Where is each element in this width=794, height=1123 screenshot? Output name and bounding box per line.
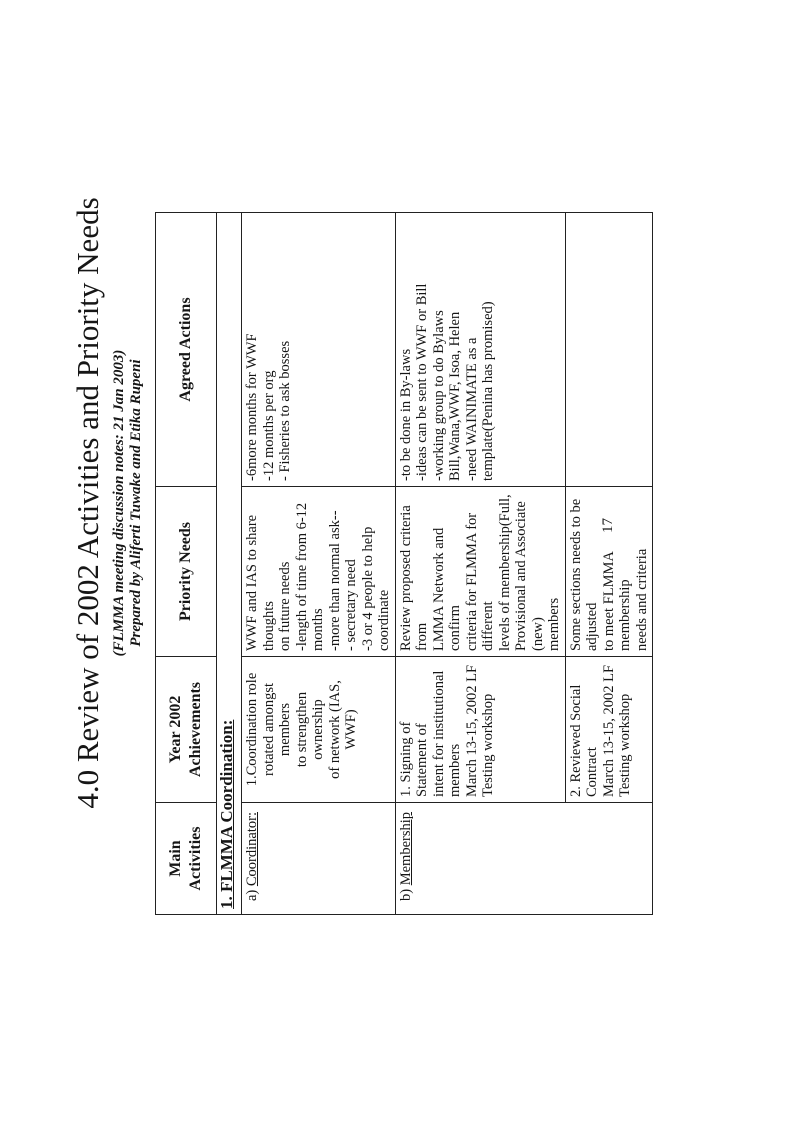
achievement-cell <box>565 657 653 803</box>
achievement-line: to strengthen ownership <box>293 691 326 768</box>
table-row <box>395 213 565 915</box>
section-row <box>217 213 242 915</box>
priority-line: Provisional and Associate (new) <box>513 501 546 651</box>
agreed-line: -to be done in By-laws <box>397 348 414 481</box>
achievement-line: 1. Signing of Statement of <box>397 721 430 797</box>
priority-line: on future needs <box>277 561 293 651</box>
achievement-line: rotated amongst members <box>260 682 293 777</box>
activity-coordinator <box>244 808 261 909</box>
page-title: 4.0 Review of 2002 Activities and Priority Needs <box>70 197 105 809</box>
achievement-line: members <box>447 743 463 797</box>
achievement-cell <box>395 657 565 803</box>
achievement-line: of network (IAS, WWF) <box>326 680 359 779</box>
agreed-cell <box>565 213 653 487</box>
agreed-line: -working group to do Bylaws <box>430 310 447 481</box>
achievement-cell <box>242 657 396 803</box>
agreed-line: template(Penina has promised) <box>480 301 496 481</box>
priority-cell <box>565 487 653 657</box>
agreed-cell <box>242 213 396 487</box>
priority-cell <box>242 487 396 657</box>
agreed-line: -6more months for WWF <box>244 333 260 481</box>
priority-line: - secretary need <box>343 559 359 651</box>
priority-line: criteria for FLMMA for different <box>463 512 496 651</box>
achievement-line: 2. Reviewed Social Contract <box>567 684 600 797</box>
achievement-line: intent for institutional <box>430 670 447 797</box>
review-table <box>155 212 653 915</box>
priority-line: -3 or 4 people to help coordinate <box>359 526 392 651</box>
agreed-line: - Fisheries to ask bosses <box>277 340 293 481</box>
agreed-line: -ideas can be sent to WWF or Bill <box>414 283 430 481</box>
activity-cell <box>395 803 653 915</box>
agreed-cell <box>395 213 565 487</box>
agreed-line: -need WAINIMATE as a <box>463 337 480 481</box>
priority-line: LMMA Network and confirm <box>430 527 463 651</box>
achievement-line: March 13-15, 2002 LF <box>463 664 480 797</box>
table-row <box>242 213 396 915</box>
achievement-line: March 13-15, 2002 LF <box>600 664 617 797</box>
subtitle-meeting-notes: (FLMMA meeting discussion notes: 21 Jan 2003) <box>111 349 127 657</box>
activity-cell <box>242 803 396 915</box>
priority-line: -more than normal ask-- <box>326 510 343 651</box>
section-heading <box>217 213 242 915</box>
agreed-line: Bill,Wana,WWF, Isoa, Helen <box>447 311 463 481</box>
priority-line: WWF and IAS to share thoughts <box>244 514 277 651</box>
priority-line: Some sections needs to be adjusted <box>567 498 600 651</box>
header-year-achievements <box>156 657 217 803</box>
header-priority-needs: Priority Needs <box>156 487 217 657</box>
header-row <box>156 213 217 915</box>
header-agreed-actions: Agreed Actions <box>156 213 217 487</box>
priority-line: members <box>546 597 562 651</box>
page-number: 17 <box>600 518 616 533</box>
header-year-line2: Achievements <box>187 681 204 778</box>
priority-line: levels of membership(Full, <box>496 494 513 651</box>
achievement-line: Testing workshop <box>617 693 633 797</box>
agreed-line: -12 months per org <box>260 370 277 481</box>
activity-membership <box>398 808 415 909</box>
achievement-line: 1.Coordination role <box>244 672 260 787</box>
header-year-line1: Year 2002 <box>167 695 184 764</box>
subtitle-prepared-by: Prepared by Aliferti Tuwake and Etika Rupeni <box>128 359 144 647</box>
priority-line: Review proposed criteria from <box>397 505 430 651</box>
priority-line: needs and criteria <box>633 548 650 651</box>
priority-cell <box>395 487 565 657</box>
activity-prefix: a) <box>244 889 260 901</box>
activity-label: Coordinator: <box>244 812 260 887</box>
achievement-line: Testing workshop <box>480 693 496 797</box>
section-heading-text: 1. FLMMA Coordination: <box>217 719 236 909</box>
priority-line: to meet FLMMA membership <box>600 551 633 651</box>
header-main-activities: Main Activities <box>156 803 217 915</box>
priority-line: -length of time from 6-12 months <box>293 502 326 651</box>
activity-prefix: b) <box>397 888 414 901</box>
activity-label: Membership <box>397 811 414 886</box>
